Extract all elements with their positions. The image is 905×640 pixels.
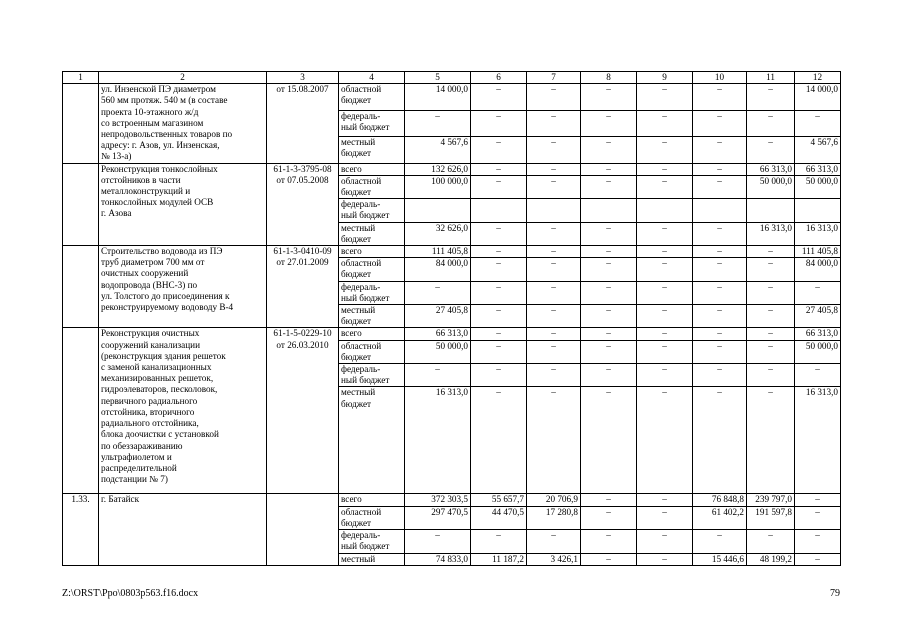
header-row — [63, 72, 841, 84]
header-cell: 4 — [339, 72, 405, 84]
value-cell: – — [581, 281, 637, 304]
value-cell: – — [581, 163, 637, 175]
value-cell: – — [795, 553, 841, 565]
value-cell: 32 626,0 — [405, 222, 471, 245]
source-cell: областной бюджет — [339, 175, 405, 198]
value-cell: – — [581, 84, 637, 110]
value-cell: – — [471, 246, 527, 258]
value-cell: – — [637, 530, 693, 553]
value-cell: – — [581, 305, 637, 328]
source-cell: всего — [339, 246, 405, 258]
value-cell: – — [693, 222, 747, 245]
value-cell: – — [471, 110, 527, 136]
value-cell: – — [637, 258, 693, 281]
value-cell: – — [527, 364, 581, 387]
value-cell: – — [405, 530, 471, 553]
value-cell: 15 446,6 — [693, 553, 747, 565]
budget-table — [62, 71, 841, 566]
value-cell: – — [405, 110, 471, 136]
value-cell: – — [693, 328, 747, 340]
value-cell: – — [693, 84, 747, 110]
value-cell: – — [581, 328, 637, 340]
value-cell: 14 000,0 — [405, 84, 471, 110]
value-cell: – — [637, 281, 693, 304]
value-cell: – — [693, 364, 747, 387]
value-cell: – — [747, 340, 795, 363]
source-cell: областной бюджет — [339, 258, 405, 281]
value-cell — [637, 199, 693, 222]
value-cell: – — [471, 281, 527, 304]
source-cell: федераль- ный бюджет — [339, 364, 405, 387]
value-cell: – — [637, 137, 693, 163]
project-name-cell: ул. Инзенской ПЭ диаметром 560 мм протяж. 540 м (в составе проекта 10-этажного ж/д со встроенным магазином непродовольственных товаров по адресу: г. Азов, ул. Инзенская, № 13-а) — [99, 84, 267, 163]
header-cell: 5 — [405, 72, 471, 84]
value-cell: 50 000,0 — [795, 340, 841, 363]
value-cell: – — [747, 281, 795, 304]
value-cell: – — [527, 110, 581, 136]
project-code-cell: 61-1-3-3795-08 от 07.05.2008 — [267, 163, 339, 245]
footer-page-number: 79 — [830, 588, 840, 599]
header-cell: 10 — [693, 72, 747, 84]
value-cell: – — [795, 494, 841, 506]
value-cell: – — [747, 364, 795, 387]
value-cell: – — [471, 328, 527, 340]
value-cell: 111 405,8 — [795, 246, 841, 258]
value-cell: – — [581, 530, 637, 553]
header-cell: 2 — [99, 72, 267, 84]
value-cell: – — [471, 84, 527, 110]
value-cell: – — [795, 364, 841, 387]
value-cell: 66 313,0 — [747, 163, 795, 175]
value-cell: – — [637, 246, 693, 258]
header-cell: 12 — [795, 72, 841, 84]
value-cell: 111 405,8 — [405, 246, 471, 258]
project-name-cell: г. Батайск — [99, 494, 267, 565]
value-cell: – — [637, 340, 693, 363]
value-cell: 66 313,0 — [405, 328, 471, 340]
value-cell: – — [581, 258, 637, 281]
value-cell: – — [581, 506, 637, 529]
value-cell: – — [471, 387, 527, 494]
value-cell: – — [471, 305, 527, 328]
value-cell: 48 199,2 — [747, 553, 795, 565]
value-cell: – — [693, 175, 747, 198]
value-cell: – — [637, 387, 693, 494]
value-cell — [405, 199, 471, 222]
value-cell: – — [405, 281, 471, 304]
source-cell: местный бюджет — [339, 222, 405, 245]
value-cell: – — [795, 281, 841, 304]
source-cell: местный бюджет — [339, 387, 405, 494]
value-cell: – — [637, 175, 693, 198]
value-cell: – — [747, 387, 795, 494]
value-cell: – — [471, 163, 527, 175]
source-cell: федераль- ный бюджет — [339, 530, 405, 553]
table-row — [63, 84, 841, 110]
source-cell: областной бюджет — [339, 340, 405, 363]
value-cell: – — [693, 163, 747, 175]
header-cell: 11 — [747, 72, 795, 84]
value-cell: 16 313,0 — [405, 387, 471, 494]
value-cell: – — [637, 553, 693, 565]
value-cell: – — [747, 305, 795, 328]
table-row — [63, 494, 841, 506]
table-row — [63, 328, 841, 340]
value-cell: – — [581, 175, 637, 198]
source-cell: федераль- ный бюджет — [339, 281, 405, 304]
value-cell: – — [581, 494, 637, 506]
value-cell: – — [527, 328, 581, 340]
value-cell: – — [527, 246, 581, 258]
row-number-cell — [63, 246, 99, 328]
value-cell: – — [527, 281, 581, 304]
value-cell: – — [581, 222, 637, 245]
value-cell: – — [747, 84, 795, 110]
value-cell: – — [527, 530, 581, 553]
value-cell: – — [581, 137, 637, 163]
project-name-cell: Реконструкция тонкослойных отстойников в части металлоконструкций и тонкослойных модулей ОСВ г. Азова — [99, 163, 267, 245]
value-cell — [471, 199, 527, 222]
value-cell: – — [471, 258, 527, 281]
document-page — [62, 71, 841, 566]
source-cell: всего — [339, 494, 405, 506]
source-cell: местный — [339, 553, 405, 565]
value-cell: 239 797,0 — [747, 494, 795, 506]
value-cell: – — [527, 163, 581, 175]
value-cell: – — [693, 340, 747, 363]
value-cell: 297 470,5 — [405, 506, 471, 529]
value-cell: – — [693, 387, 747, 494]
value-cell: 27 405,8 — [405, 305, 471, 328]
value-cell: – — [693, 137, 747, 163]
value-cell: 66 313,0 — [795, 163, 841, 175]
value-cell: – — [637, 506, 693, 529]
value-cell: 61 402,2 — [693, 506, 747, 529]
value-cell: 16 313,0 — [795, 222, 841, 245]
header-cell: 1 — [63, 72, 99, 84]
value-cell: – — [527, 137, 581, 163]
project-code-cell: от 15.08.2007 — [267, 84, 339, 163]
value-cell: – — [527, 340, 581, 363]
value-cell: – — [637, 494, 693, 506]
value-cell: 66 313,0 — [795, 328, 841, 340]
value-cell — [747, 199, 795, 222]
row-number-cell — [63, 84, 99, 163]
value-cell — [693, 199, 747, 222]
value-cell: – — [693, 530, 747, 553]
value-cell: – — [693, 258, 747, 281]
value-cell: 191 597,8 — [747, 506, 795, 529]
source-cell: областной бюджет — [339, 506, 405, 529]
source-cell: местный бюджет — [339, 305, 405, 328]
value-cell: – — [747, 328, 795, 340]
source-cell: областной бюджет — [339, 84, 405, 110]
value-cell: – — [637, 163, 693, 175]
source-cell: местный бюджет — [339, 137, 405, 163]
source-cell: всего — [339, 163, 405, 175]
value-cell: 84 000,0 — [795, 258, 841, 281]
value-cell: – — [747, 246, 795, 258]
value-cell: – — [795, 110, 841, 136]
value-cell: – — [795, 530, 841, 553]
value-cell: 100 000,0 — [405, 175, 471, 198]
header-cell: 7 — [527, 72, 581, 84]
value-cell: 27 405,8 — [795, 305, 841, 328]
header-cell: 8 — [581, 72, 637, 84]
project-code-cell: 61-1-3-0410-09 от 27.01.2009 — [267, 246, 339, 328]
value-cell: – — [747, 110, 795, 136]
value-cell: – — [637, 110, 693, 136]
value-cell: – — [693, 281, 747, 304]
value-cell: – — [527, 84, 581, 110]
value-cell — [527, 199, 581, 222]
value-cell: 50 000,0 — [405, 340, 471, 363]
source-cell: федераль- ный бюджет — [339, 110, 405, 136]
value-cell: 16 313,0 — [795, 387, 841, 494]
value-cell: – — [637, 305, 693, 328]
source-cell: всего — [339, 328, 405, 340]
header-cell: 3 — [267, 72, 339, 84]
value-cell: – — [637, 328, 693, 340]
value-cell: 20 706,9 — [527, 494, 581, 506]
value-cell: – — [471, 340, 527, 363]
source-cell: федераль- ный бюджет — [339, 199, 405, 222]
value-cell: – — [637, 84, 693, 110]
value-cell: – — [581, 387, 637, 494]
value-cell: 16 313,0 — [747, 222, 795, 245]
value-cell: – — [637, 222, 693, 245]
value-cell: 50 000,0 — [795, 175, 841, 198]
value-cell: 372 303,5 — [405, 494, 471, 506]
value-cell: 76 848,8 — [693, 494, 747, 506]
value-cell: – — [693, 110, 747, 136]
value-cell: 132 626,0 — [405, 163, 471, 175]
footer-file-path: Z:\ORST\Ppo\0803p563.f16.docx — [62, 588, 199, 599]
table-row — [63, 246, 841, 258]
project-code-cell: 61-1-5-0229-10 от 26.03.2010 — [267, 328, 339, 494]
header-cell: 6 — [471, 72, 527, 84]
project-name-cell: Строительство водовода из ПЭ труб диаметром 700 мм от очистных сооружений водопровода (ВНС-3) по ул. Толстого до присоединения к реконструируемому водоводу В-4 — [99, 246, 267, 328]
value-cell: – — [795, 506, 841, 529]
value-cell: 44 470,5 — [471, 506, 527, 529]
project-name-cell: Реконструкция очистных сооружений канализации (реконструкция здания решеток с заменой канализационных механизированных решеток, гидроэлеваторов, песколовок, первичного радиального отстойника, вторичного радиального отстойника, блока доочистки с установкой по обеззараживанию ультрафиолетом и распределительной подстанции № 7) — [99, 328, 267, 494]
value-cell: 4 567,6 — [795, 137, 841, 163]
value-cell: – — [747, 530, 795, 553]
value-cell: – — [471, 137, 527, 163]
value-cell: – — [527, 175, 581, 198]
table-row — [63, 163, 841, 175]
row-number-cell — [63, 328, 99, 494]
header-cell: 9 — [637, 72, 693, 84]
value-cell: 11 187,2 — [471, 553, 527, 565]
value-cell: 3 426,1 — [527, 553, 581, 565]
value-cell: – — [471, 364, 527, 387]
value-cell — [581, 199, 637, 222]
value-cell: 74 833,0 — [405, 553, 471, 565]
value-cell: – — [527, 305, 581, 328]
project-code-cell — [267, 494, 339, 565]
value-cell: – — [747, 258, 795, 281]
value-cell: 14 000,0 — [795, 84, 841, 110]
value-cell: 84 000,0 — [405, 258, 471, 281]
value-cell: 4 567,6 — [405, 137, 471, 163]
value-cell: – — [581, 110, 637, 136]
value-cell: – — [637, 364, 693, 387]
value-cell: – — [747, 137, 795, 163]
value-cell: 50 000,0 — [747, 175, 795, 198]
value-cell: 17 280,8 — [527, 506, 581, 529]
value-cell: – — [581, 340, 637, 363]
value-cell: – — [693, 305, 747, 328]
value-cell: – — [471, 530, 527, 553]
value-cell: – — [471, 175, 527, 198]
value-cell: – — [527, 222, 581, 245]
value-cell: – — [581, 553, 637, 565]
value-cell: – — [471, 222, 527, 245]
row-number-cell — [63, 163, 99, 245]
value-cell — [795, 199, 841, 222]
value-cell: – — [405, 364, 471, 387]
value-cell: 55 657,7 — [471, 494, 527, 506]
row-number-cell: 1.33. — [63, 494, 99, 565]
value-cell: – — [693, 246, 747, 258]
value-cell: – — [527, 258, 581, 281]
value-cell: – — [581, 246, 637, 258]
value-cell: – — [527, 387, 581, 494]
value-cell: – — [581, 364, 637, 387]
